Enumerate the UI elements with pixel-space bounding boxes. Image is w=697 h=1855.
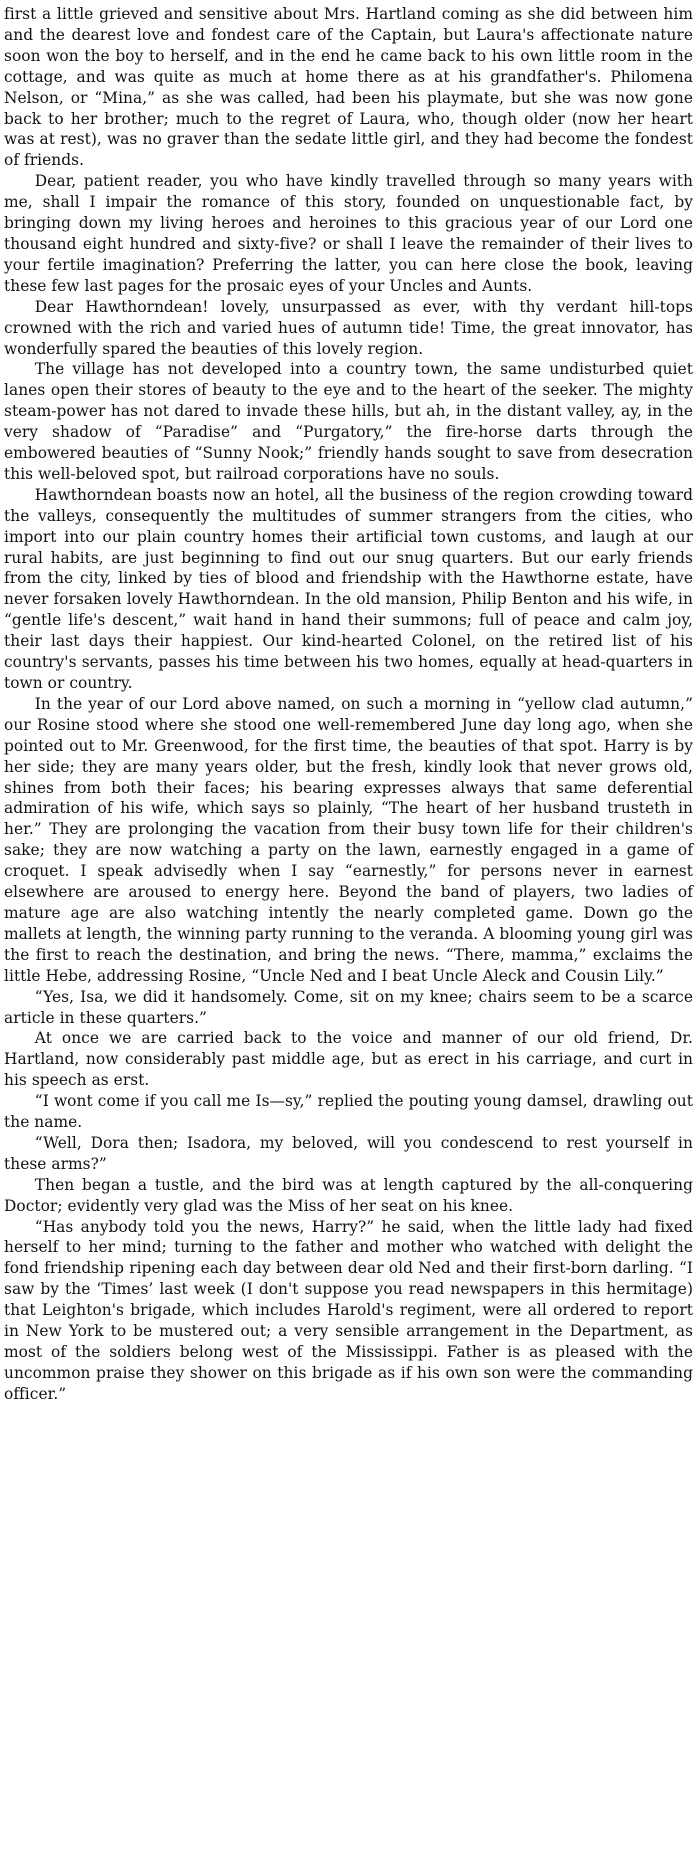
paragraph-news: “Has anybody told you the news, Harry?” he said, when the little lady had fixed herself to her mind; turning to the father and mother who watched with delight the fond friendship ripening each day between dear old Ned and their first-born darling. “I saw by the ‘Times’ last week (I don't suppose you read newspapers in this hermitage) that Leighton's brigade, which includes Harold's regiment, were all ordered to report in New York to be mustered out; a very sensible arrangement in the Department, as most of the soldiers belong west of the Mississippi. Father is as pleased with the uncommon praise they shower on this brigade as if his own son were the commanding officer.” — [4, 1217, 693, 1403]
paragraph-village: The village has not developed into a country town, the same undisturbed quiet lanes open their stores of beauty to the eye and to the heart of the seeker. The mighty steam-power has not dared to invade these hills, but ah, in the distant valley, ay, in the very shadow of “Paradise” and “Purgatory,” the fire-horse darts through the embowered beauties of “Sunny Nook;” friendly hands sought to save from desecration this well-beloved spot, but railroad corporations have no souls. — [4, 360, 693, 483]
paragraph-dr-hartland: At once we are carried back to the voice and manner of our old friend, Dr. Hartland, now considerably past middle age, but as erect in his carriage, and curt in his speech as erst. — [4, 1029, 693, 1090]
paragraph-dialogue: “Well, Dora then; Isadora, my beloved, will you condescend to rest yourself in these arms?” — [4, 1133, 693, 1173]
paragraph-hotel: Hawthorndean boasts now an hotel, all the business of the region crowding toward the valleys, consequently the multitudes of summer strangers from the cities, who import into our plain country homes their artificial town customs, and laugh at our rural habits, are just beginning to find out our snug quarters. But our early friends from the city, linked by ties of blood and friendship with the Hawthorne estate, have never forsaken lovely Hawthorndean. In the old mansion, Philip Benton and his wife, in “gentle life's descent,” wait hand in hand their summons; full of peace and calm joy, their last days their happiest. Our kind-hearted Colonel, on the retired list of his country's servants, passes his time between his two homes, equally at head-quarters in town or country. — [4, 485, 693, 692]
paragraph-continued: first a little grieved and sensitive about Mrs. Hartland coming as she did between him and the dearest love and fondest care of the Captain, but Laura's affectionate nature soon won the boy to herself, and in the end he came back to his own little room in the cottage, and was quite as much at home there as at his grandfather's. Philomena Nelson, or “Mina,” as she was called, had been his playmate, but she was now gone back to her brother; much to the regret of Laura, who, though older (now her heart was at rest), was no graver than the sedate little girl, and they had become the fondest of friends. — [4, 5, 693, 170]
paragraph-tustle: Then began a tustle, and the bird was at length captured by the all-conquering Doctor; evidently very glad was the Miss of her seat on his knee. — [4, 1175, 693, 1215]
paragraph-hawthorndean: Dear Hawthorndean! lovely, unsurpassed as ever, with thy verdant hill-tops crowned with the rich and varied hues of autumn tide! Time, the great innovator, has wonderfully spared the beauties of this lovely region. — [4, 297, 693, 358]
paragraph-autumn-morning: In the year of our Lord above named, on such a morning in “yellow clad autumn,” our Rosine stood where she stood one well-remembered June day long ago, when she pointed out to Mr. Greenwood, for the first time, the beauties of that spot. Harry is by her side; they are many years older, but the fresh, kindly look that never grows old, shines from both their faces; his bearing expresses always that same deferential admiration of his wife, which says so plainly, “The heart of her husband trusteth in her.” They are prolonging the vacation from their busy town life for their children's sake; they are now watching a party on the lawn, earnestly engaged in a game of croquet. I speak advisedly when I say “earnestly,” for persons never in earnest elsewhere are aroused to energy here. Beyond the band of players, two ladies of mature age are also watching intently the nearly completed game. Down go the mallets at length, the winning party running to the veranda. A blooming young girl was the first to reach the destination, and bring the news. “There, mamma,” exclaims the little Hebe, addressing Rosine, “Uncle Ned and I beat Uncle Aleck and Cousin Lily.” — [4, 694, 693, 985]
paragraph-dialogue: “I wont come if you call me Is—sy,” replied the pouting young damsel, drawling out the name. — [4, 1092, 693, 1132]
paragraph-dialogue: “Yes, Isa, we did it handsomely. Come, sit on my knee; chairs seem to be a scarce article in these quarters.” — [4, 987, 693, 1027]
paragraph-reader-address: Dear, patient reader, you who have kindly travelled through so many years with me, shall I impair the romance of this story, founded on unquestionable fact, by bringing down my living heroes and heroines to this gracious year of our Lord one thousand eight hundred and sixty-five? or shall I leave the remainder of their lives to your fertile imagination? Preferring the latter, you can here close the book, leaving these few last pages for the prosaic eyes of your Uncles and Aunts. — [4, 172, 693, 295]
